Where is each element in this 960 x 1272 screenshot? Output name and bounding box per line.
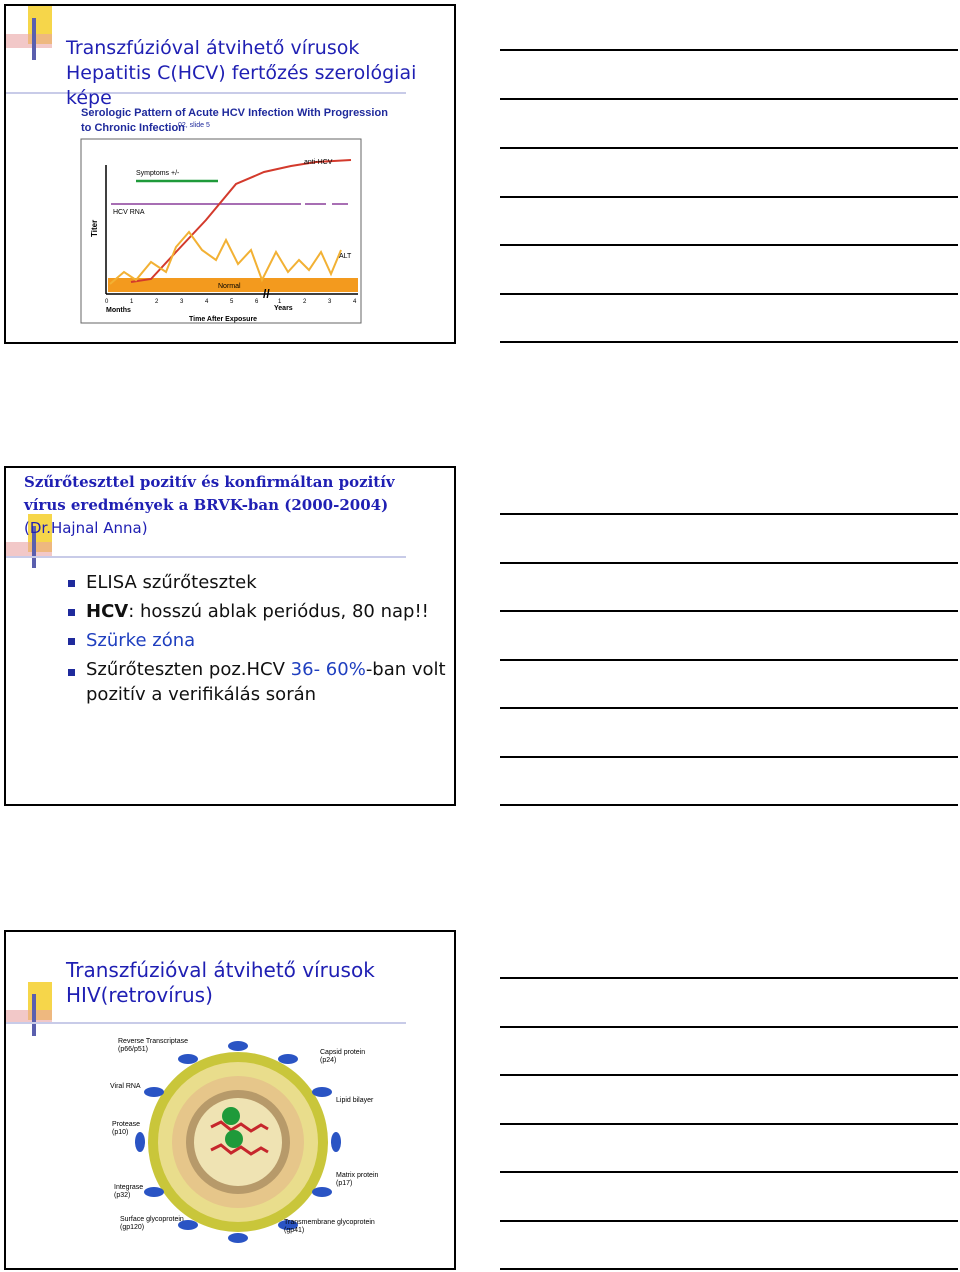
tick-month-5: 5 [230,299,234,305]
bullet-bold: HCV [86,601,129,622]
chart-heading-1: Serologic Pattern of Acute HCV Infection With Progression [81,107,388,119]
hiv-structure-diagram [6,1032,456,1270]
label-matrix-code: (p17) [336,1180,353,1187]
label-lipid: Lipid bilayer [336,1097,374,1104]
title-line-2: HIV(retrovírus) [66,983,213,1007]
years-label: Years [274,305,293,312]
tick-year-1: 1 [278,299,282,305]
bullet-highlight: 36- 60% [290,659,366,680]
symptoms-label: Symptoms +/- [136,170,180,177]
y-axis-label: Titer [90,219,99,237]
tick-year-3: 3 [328,299,332,305]
x-axis-label: Time After Exposure [189,316,258,323]
bullet-item [68,597,456,626]
tick-month-6: 6 [255,299,259,305]
label-surface-gp-code: (gp120) [120,1224,145,1231]
bullet-text: -ban volt [365,659,446,680]
title-line-1: Szűrőteszttel pozitív és konfirmáltan pozitív [24,473,395,491]
slide-hiv [4,930,456,1270]
tick-year-4: 4 [353,299,357,305]
label-rt-code: (p66/p51) [118,1046,148,1053]
slide-hcv-serology [4,4,456,344]
bullet-list [68,568,456,707]
label-rna: Viral RNA [110,1083,141,1090]
chart-frame [81,139,361,323]
title-line-3: (Dr.Hajnal Anna) [24,519,148,537]
reverse-transcriptase [222,1107,240,1125]
label-integrase: Integrase [114,1184,144,1191]
bullet-item [68,657,456,707]
alt-label: ALT [339,253,352,260]
bullet-item [68,626,456,655]
bullet-text: : hosszú ablak periódus, 80 nap!! [128,601,429,622]
label-transmembrane-code: (gp41) [284,1227,305,1234]
tick-month-2: 2 [155,299,159,305]
bullet-text: pozitív a verifikálás során [86,684,317,705]
slide-brvk-results [4,466,456,806]
tick-year-2: 2 [303,299,307,305]
label-surface-gp: Surface glycoprotein [120,1216,184,1223]
hcv-serology-chart [6,102,456,342]
bullet-text: Szűrőteszten poz.HCV [86,659,291,680]
slide-title [24,471,444,540]
slide-title [66,36,454,111]
months-label: Months [106,307,131,314]
bullet-text: ELISA szűrőtesztek [86,572,257,593]
label-transmembrane: Transmembrane glycoprotein [284,1219,375,1226]
title-line-1: Transzfúzióval átvihető vírusok [66,958,375,982]
chart-ref: 02, slide 5 [178,122,210,129]
label-protease: Protease [112,1121,141,1128]
bullet-text: Szürke zóna [86,630,196,651]
chart-heading-2: to Chronic Infection [81,122,185,134]
tick-month-1: 1 [130,299,134,305]
label-matrix: Matrix protein [336,1172,379,1179]
normal-label: Normal [218,283,241,290]
title-line-1: Transzfúzióval átvihető vírusok [66,37,360,59]
tick-month-3: 3 [180,299,184,305]
tick-month-0: 0 [105,299,109,305]
tick-month-4: 4 [205,299,209,305]
title-line-2: vírus eredmények a BRVK-ban (2000-2004) [24,496,389,514]
axis-break: // [263,287,270,301]
label-capsid-code: (p24) [320,1057,337,1064]
slide-title [66,958,375,1008]
label-rt: Reverse Transcriptase [118,1038,189,1045]
protease-particle [225,1130,243,1148]
anti-hcv-label: anti-HCV [304,159,333,166]
label-integrase-code: (p32) [114,1192,131,1199]
label-capsid: Capsid protein [320,1049,366,1056]
bullet-item [68,568,456,597]
title-line-2: Hepatitis C(HCV) fertőzés szerológiai képe [66,62,417,109]
label-protease-code: (p10) [112,1129,129,1136]
hcv-rna-label: HCV RNA [113,209,145,216]
